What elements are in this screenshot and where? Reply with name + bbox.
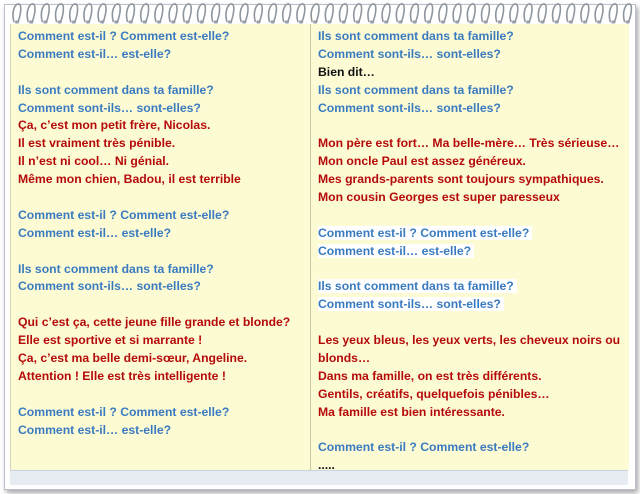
right-column — [318, 28, 626, 475]
text-line — [18, 100, 306, 118]
binding-ring — [240, 4, 248, 22]
binding-ring — [396, 4, 404, 22]
binding-ring — [98, 4, 106, 22]
text-line — [18, 46, 306, 64]
text-line — [318, 332, 626, 350]
text-line — [318, 171, 626, 189]
text-line — [318, 135, 626, 153]
text-line — [318, 386, 626, 404]
binding-ring — [340, 4, 348, 22]
text-line-content: Elle est sportive et si marrante ! — [18, 333, 203, 348]
binding-ring — [141, 4, 149, 22]
text-line-content: Ils sont comment dans ta famille? — [18, 261, 214, 276]
text-line-content: Attention ! Elle est très intelligente ! — [18, 368, 226, 383]
binding-ring — [411, 4, 419, 22]
text-line — [318, 153, 626, 171]
binding-ring — [70, 4, 78, 22]
binding-ring — [127, 4, 135, 22]
blank-line — [318, 422, 626, 440]
text-line — [318, 404, 626, 422]
binding-ring — [198, 4, 206, 22]
text-line — [318, 296, 626, 314]
text-line-content: Ils sont comment dans ta famille? — [18, 82, 214, 97]
binding-ring — [311, 4, 319, 22]
binding-ring — [269, 4, 277, 22]
text-line-content: Mon oncle Paul est assez généreux. — [318, 154, 526, 169]
binding-ring — [226, 4, 234, 22]
text-line-content: Ils sont comment dans ta famille? — [318, 29, 514, 43]
text-line — [318, 225, 626, 243]
text-line-content: Il n’est ni cool… Ni génial. — [18, 154, 170, 169]
text-line — [318, 82, 626, 100]
text-line-content: Comment est-il ? Comment est-elle? — [18, 29, 230, 43]
text-line-content: Comment sont-ils… sont-elles? — [18, 100, 201, 115]
text-line-content: Comment sont-ils… sont-elles? — [18, 279, 201, 294]
text-line — [18, 171, 306, 189]
text-line-content: blonds… — [318, 351, 371, 366]
text-line-content: Ils sont comment dans ta famille? — [318, 82, 514, 97]
blank-line — [318, 314, 626, 332]
text-line — [18, 422, 306, 440]
binding-ring — [609, 4, 617, 22]
binding-ring — [524, 4, 532, 22]
blank-line — [18, 243, 306, 261]
text-line-content: Mon père est fort… Ma belle-mère… Très sérieuse… — [318, 136, 620, 151]
text-line — [318, 189, 626, 207]
text-line — [18, 153, 306, 171]
binding-ring — [510, 4, 518, 22]
text-line-content: Il est vraiment très pénible. — [18, 136, 176, 151]
text-line — [318, 100, 626, 118]
text-line — [318, 46, 626, 64]
blank-line — [318, 261, 626, 279]
blank-line — [318, 207, 626, 225]
text-line — [318, 243, 626, 261]
text-line-content: Même mon chien, Badou, il est terrible — [18, 172, 241, 187]
text-line — [318, 350, 626, 368]
column-divider — [310, 24, 311, 470]
blank-line — [18, 64, 306, 82]
text-line-content: Ça, c’est ma belle demi-sœur, Angeline. — [18, 351, 248, 366]
binding-ring — [382, 4, 390, 22]
binding-ring — [567, 4, 575, 22]
text-line-content: Comment est-il… est-elle? — [18, 422, 172, 437]
text-line — [18, 135, 306, 153]
text-line-content: Comment est-il ? Comment est-elle? — [18, 207, 230, 222]
text-line — [18, 261, 306, 279]
blank-line — [18, 296, 306, 314]
text-line — [18, 278, 306, 296]
text-line — [18, 28, 306, 46]
binding-ring — [13, 4, 21, 22]
binding-ring — [538, 4, 546, 22]
text-line-content: Dans ma famille, on est très différents. — [318, 368, 542, 383]
text-line-content: Comment sont-ils… sont-elles? — [318, 100, 501, 115]
binding-ring — [325, 4, 333, 22]
text-line-content: Comment est-il ? Comment est-elle? — [18, 404, 230, 419]
text-line — [18, 82, 306, 100]
blank-line — [18, 386, 306, 404]
binding-ring — [183, 4, 191, 22]
text-line-content: Mon cousin Georges est super paresseux — [318, 190, 560, 205]
text-line — [18, 350, 306, 368]
text-line-content: Ça, c’est mon petit frère, Nicolas. — [18, 118, 211, 133]
text-line-content: Comment est-il ? Comment est-elle? — [318, 226, 532, 240]
spiral-binding — [0, 0, 640, 28]
text-line-content: Les yeux bleus, les yeux verts, les cheveux noirs ou — [318, 333, 621, 348]
text-line — [318, 28, 626, 46]
text-line — [18, 225, 306, 243]
blank-line — [318, 117, 626, 135]
text-line-content: Comment est-il… est-elle? — [318, 244, 474, 258]
text-line-content: Comment sont-ils… sont-elles? — [318, 297, 504, 311]
binding-ring — [297, 4, 305, 22]
text-line-content: Comment est-il ? Comment est-elle? — [318, 440, 530, 455]
binding-ring — [112, 4, 120, 22]
binding-ring — [453, 4, 461, 22]
text-line-content: Gentils, créatifs, quelquefois pénibles… — [318, 386, 550, 401]
binding-ring — [354, 4, 362, 22]
text-line — [18, 207, 306, 225]
text-line-content: Comment sont-ils… sont-elles? — [318, 46, 501, 61]
text-line — [318, 368, 626, 386]
text-line-content: ..... — [318, 458, 335, 473]
binding-ring — [56, 4, 64, 22]
blank-line — [18, 189, 306, 207]
binding-ring — [425, 4, 433, 22]
binding-ring — [581, 4, 589, 22]
text-line-content: Bien dit… — [318, 64, 375, 79]
binding-ring — [169, 4, 177, 22]
binding-ring — [482, 4, 490, 22]
binding-ring — [439, 4, 447, 22]
text-line-content: Comment est-il… est-elle? — [18, 46, 172, 61]
binding-ring — [155, 4, 163, 22]
text-line-content: Ils sont comment dans ta famille? — [318, 279, 517, 293]
text-line — [18, 368, 306, 386]
binding-ring — [41, 4, 49, 22]
binding-ring — [212, 4, 220, 22]
text-line — [318, 278, 626, 296]
text-line-content: Ma famille est bien intéressante. — [318, 404, 505, 419]
binding-ring — [595, 4, 603, 22]
binding-ring — [496, 4, 504, 22]
binding-ring — [254, 4, 262, 22]
binding-ring — [553, 4, 561, 22]
binding-ring — [467, 4, 475, 22]
text-line — [318, 439, 626, 457]
binding-ring — [368, 4, 376, 22]
text-line-content: Mes grands-parents sont toujours sympathiques. — [318, 172, 604, 187]
left-column — [18, 28, 306, 439]
text-line — [318, 64, 626, 82]
text-line — [18, 117, 306, 135]
binding-ring — [84, 4, 92, 22]
binding-ring — [27, 4, 35, 22]
text-line-content: Comment est-il… est-elle? — [18, 225, 172, 240]
text-line-content: Qui c’est ça, cette jeune fille grande et blonde? — [18, 315, 291, 330]
text-line — [318, 457, 626, 475]
binding-ring — [624, 4, 632, 22]
text-line — [18, 314, 306, 332]
text-line — [18, 332, 306, 350]
binding-ring — [283, 4, 291, 22]
text-line — [18, 404, 306, 422]
